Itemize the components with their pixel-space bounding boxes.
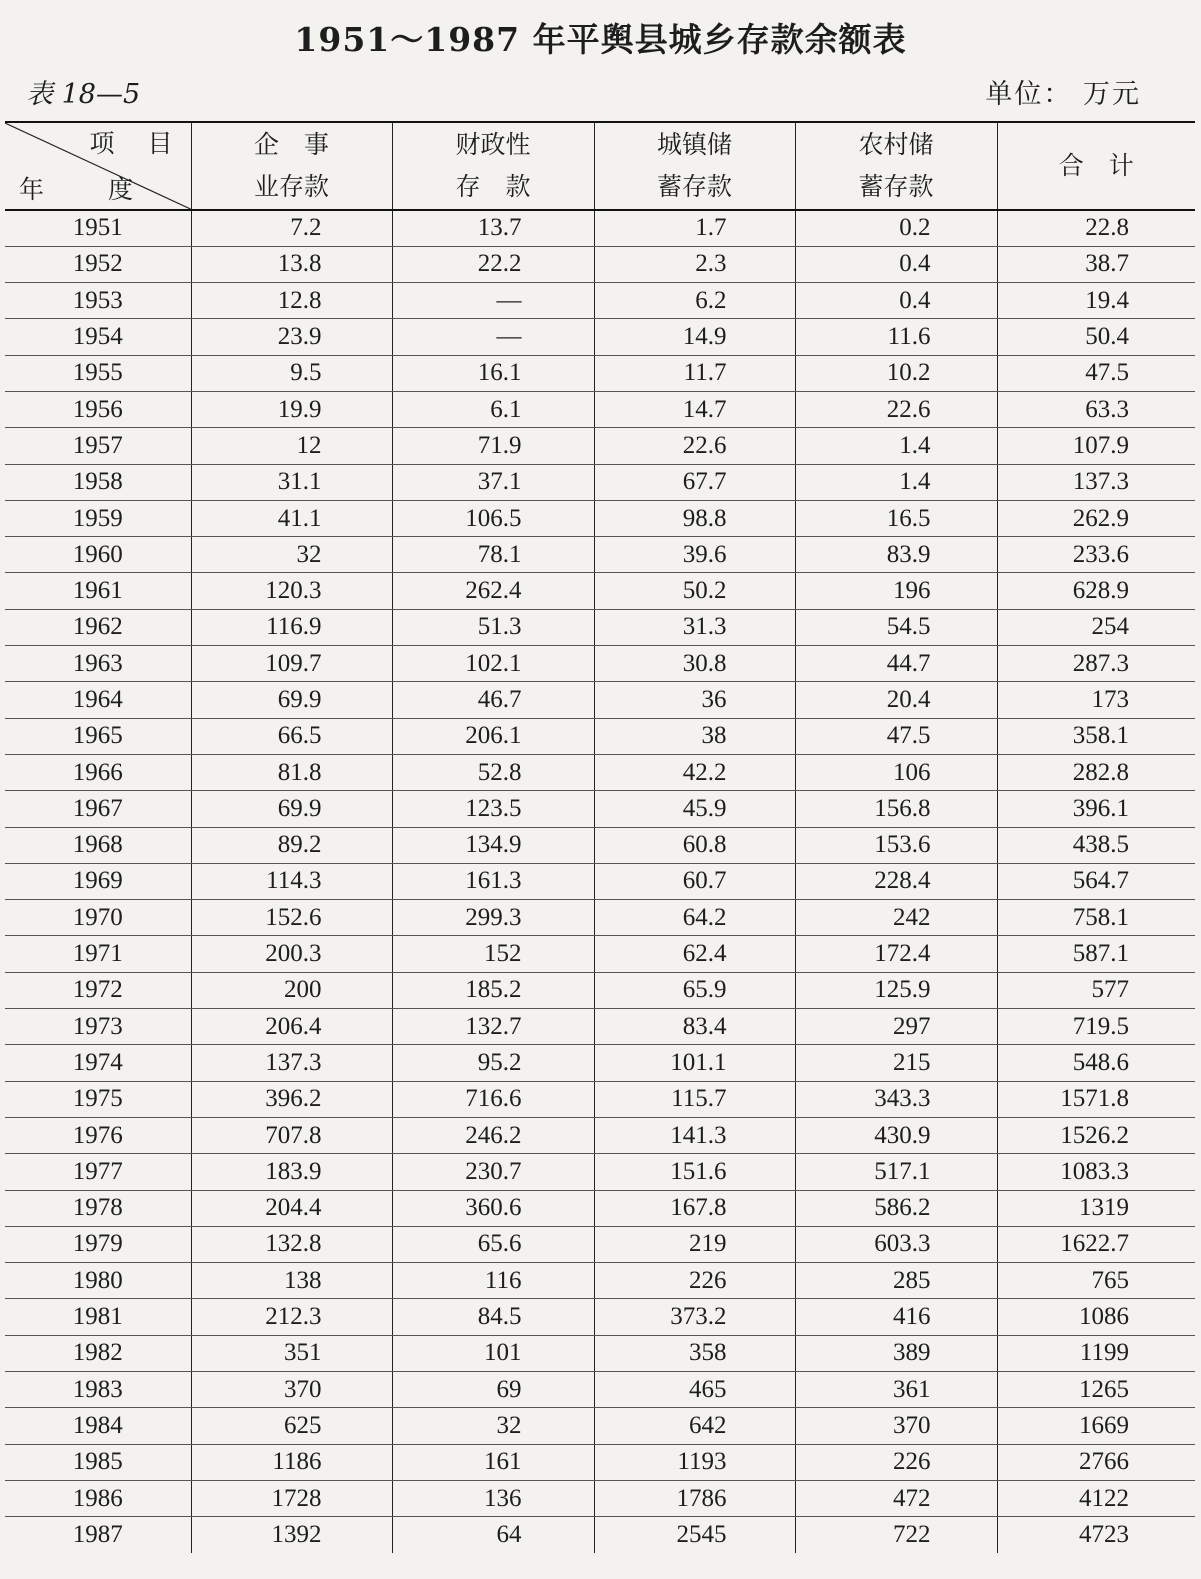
rural-savings-cell: 242 (795, 900, 997, 936)
year-cell: 1961 (5, 573, 191, 609)
table-row (5, 283, 1195, 319)
rural-savings-cell: 20.4 (795, 682, 997, 718)
fiscal-deposit-cell: 246.2 (392, 1117, 594, 1153)
enterprise-deposit-cell: 1186 (191, 1444, 392, 1480)
fiscal-deposit-cell: 71.9 (392, 428, 594, 464)
year-cell: 1976 (5, 1117, 191, 1153)
urban-savings-cell: 465 (594, 1372, 795, 1408)
table-row (5, 319, 1195, 355)
total-cell: 173 (997, 682, 1195, 718)
fiscal-deposit-cell: 37.1 (392, 464, 594, 500)
total-cell: 1571.8 (997, 1081, 1195, 1117)
table-row (5, 537, 1195, 573)
total-cell: 107.9 (997, 428, 1195, 464)
enterprise-deposit-cell: 13.8 (191, 246, 392, 282)
year-cell: 1959 (5, 500, 191, 536)
enterprise-deposit-cell: 120.3 (191, 573, 392, 609)
fiscal-deposit-cell: 6.1 (392, 391, 594, 427)
fiscal-deposit-cell: 123.5 (392, 791, 594, 827)
year-cell: 1966 (5, 754, 191, 790)
rural-savings-cell: 603.3 (795, 1226, 997, 1262)
enterprise-deposit-cell: 89.2 (191, 827, 392, 863)
urban-savings-cell: 14.9 (594, 319, 795, 355)
table-row (5, 682, 1195, 718)
total-cell: 4723 (997, 1517, 1195, 1553)
fiscal-deposit-cell: 116 (392, 1263, 594, 1299)
year-cell: 1974 (5, 1045, 191, 1081)
total-cell: 1319 (997, 1190, 1195, 1226)
enterprise-deposit-cell: 81.8 (191, 754, 392, 790)
enterprise-deposit-cell: 69.9 (191, 682, 392, 718)
urban-savings-cell: 11.7 (594, 355, 795, 391)
year-cell: 1984 (5, 1408, 191, 1444)
total-cell: 758.1 (997, 900, 1195, 936)
fiscal-deposit-cell: 22.2 (392, 246, 594, 282)
total-cell: 19.4 (997, 283, 1195, 319)
year-cell: 1978 (5, 1190, 191, 1226)
enterprise-deposit-cell: 137.3 (191, 1045, 392, 1081)
year-cell: 1953 (5, 283, 191, 319)
fiscal-deposit-cell: — (392, 319, 594, 355)
corner-item-label: 项 目 (89, 129, 177, 158)
urban-savings-cell: 219 (594, 1226, 795, 1262)
rural-savings-cell: 226 (795, 1444, 997, 1480)
urban-savings-cell: 65.9 (594, 972, 795, 1008)
year-cell: 1985 (5, 1444, 191, 1480)
header-line2: 存 款 (455, 172, 531, 201)
fiscal-deposit-cell: 84.5 (392, 1299, 594, 1335)
urban-savings-cell: 373.2 (594, 1299, 795, 1335)
table-row (5, 1480, 1195, 1516)
total-cell: 1199 (997, 1335, 1195, 1371)
header-line1: 城镇储 (656, 130, 732, 159)
urban-savings-cell: 642 (594, 1408, 795, 1444)
enterprise-deposit-cell: 109.7 (191, 646, 392, 682)
header-total (997, 122, 1195, 210)
total-cell: 438.5 (997, 827, 1195, 863)
table-row (5, 827, 1195, 863)
table-row (5, 754, 1195, 790)
table-row (5, 900, 1195, 936)
fiscal-deposit-cell: 13.7 (392, 210, 594, 246)
year-cell: 1954 (5, 319, 191, 355)
table-row (5, 1009, 1195, 1045)
rural-savings-cell: 586.2 (795, 1190, 997, 1226)
urban-savings-cell: 30.8 (594, 646, 795, 682)
rural-savings-cell: 343.3 (795, 1081, 997, 1117)
urban-savings-cell: 2.3 (594, 246, 795, 282)
fiscal-deposit-cell: 101 (392, 1335, 594, 1371)
year-cell: 1958 (5, 464, 191, 500)
fiscal-deposit-cell: 716.6 (392, 1081, 594, 1117)
rural-savings-cell: 16.5 (795, 500, 997, 536)
year-cell: 1982 (5, 1335, 191, 1371)
urban-savings-cell: 31.3 (594, 609, 795, 645)
header-enterprise-deposit (191, 122, 392, 210)
enterprise-deposit-cell: 206.4 (191, 1009, 392, 1045)
year-cell: 1972 (5, 972, 191, 1008)
header-line1: 财政性 (455, 130, 531, 159)
rural-savings-cell: 0.4 (795, 246, 997, 282)
table-row (5, 1517, 1195, 1553)
fiscal-deposit-cell: 64 (392, 1517, 594, 1553)
rural-savings-cell: 0.2 (795, 210, 997, 246)
enterprise-deposit-cell: 1392 (191, 1517, 392, 1553)
enterprise-deposit-cell: 32 (191, 537, 392, 573)
year-cell: 1955 (5, 355, 191, 391)
fiscal-deposit-cell: 161.3 (392, 863, 594, 899)
table-row (5, 609, 1195, 645)
enterprise-deposit-cell: 69.9 (191, 791, 392, 827)
table-row (5, 1444, 1195, 1480)
enterprise-deposit-cell: 19.9 (191, 391, 392, 427)
header-line2: 蓄存款 (858, 172, 934, 201)
header-line2: 业存款 (253, 172, 329, 201)
fiscal-deposit-cell: 161 (392, 1444, 594, 1480)
rural-savings-cell: 44.7 (795, 646, 997, 682)
enterprise-deposit-cell: 138 (191, 1263, 392, 1299)
fiscal-deposit-cell: 360.6 (392, 1190, 594, 1226)
table-row (5, 1372, 1195, 1408)
urban-savings-cell: 60.7 (594, 863, 795, 899)
table-row (5, 1045, 1195, 1081)
rural-savings-cell: 389 (795, 1335, 997, 1371)
total-cell: 564.7 (997, 863, 1195, 899)
enterprise-deposit-cell: 114.3 (191, 863, 392, 899)
total-cell: 587.1 (997, 936, 1195, 972)
rural-savings-cell: 196 (795, 573, 997, 609)
total-cell: 47.5 (997, 355, 1195, 391)
urban-savings-cell: 98.8 (594, 500, 795, 536)
total-cell: 548.6 (997, 1045, 1195, 1081)
table-row (5, 428, 1195, 464)
urban-savings-cell: 60.8 (594, 827, 795, 863)
enterprise-deposit-cell: 204.4 (191, 1190, 392, 1226)
rural-savings-cell: 156.8 (795, 791, 997, 827)
unit-label: 单位： 万元 (985, 79, 1141, 110)
total-cell: 577 (997, 972, 1195, 1008)
total-cell: 63.3 (997, 391, 1195, 427)
table-row (5, 500, 1195, 536)
total-cell: 1083.3 (997, 1154, 1195, 1190)
year-cell: 1983 (5, 1372, 191, 1408)
urban-savings-cell: 115.7 (594, 1081, 795, 1117)
total-cell: 262.9 (997, 500, 1195, 536)
fiscal-deposit-cell: 185.2 (392, 972, 594, 1008)
fiscal-deposit-cell: 51.3 (392, 609, 594, 645)
fiscal-deposit-cell: 69 (392, 1372, 594, 1408)
urban-savings-cell: 6.2 (594, 283, 795, 319)
rural-savings-cell: 0.4 (795, 283, 997, 319)
table-row (5, 646, 1195, 682)
year-cell: 1956 (5, 391, 191, 427)
year-cell: 1980 (5, 1263, 191, 1299)
rural-savings-cell: 83.9 (795, 537, 997, 573)
total-cell: 396.1 (997, 791, 1195, 827)
rural-savings-cell: 370 (795, 1408, 997, 1444)
urban-savings-cell: 141.3 (594, 1117, 795, 1153)
header-line2: 蓄存款 (656, 172, 732, 201)
rural-savings-cell: 517.1 (795, 1154, 997, 1190)
enterprise-deposit-cell: 116.9 (191, 609, 392, 645)
fiscal-deposit-cell: 65.6 (392, 1226, 594, 1262)
rural-savings-cell: 215 (795, 1045, 997, 1081)
table-title: 1951～1987 年平舆县城乡存款余额表 (294, 20, 907, 59)
year-cell: 1963 (5, 646, 191, 682)
fiscal-deposit-cell: 132.7 (392, 1009, 594, 1045)
rural-savings-cell: 106 (795, 754, 997, 790)
corner-year-label: 年 度 (19, 175, 161, 204)
enterprise-deposit-cell: 625 (191, 1408, 392, 1444)
year-cell: 1967 (5, 791, 191, 827)
table-row (5, 1154, 1195, 1190)
header-corner (5, 122, 191, 210)
rural-savings-cell: 228.4 (795, 863, 997, 899)
table-row (5, 718, 1195, 754)
urban-savings-cell: 151.6 (594, 1154, 795, 1190)
header-rural-savings (795, 122, 997, 210)
total-cell: 765 (997, 1263, 1195, 1299)
year-cell: 1952 (5, 246, 191, 282)
rural-savings-cell: 54.5 (795, 609, 997, 645)
enterprise-deposit-cell: 1728 (191, 1480, 392, 1516)
fiscal-deposit-cell: 78.1 (392, 537, 594, 573)
rural-savings-cell: 1.4 (795, 464, 997, 500)
enterprise-deposit-cell: 396.2 (191, 1081, 392, 1117)
year-cell: 1960 (5, 537, 191, 573)
rural-savings-cell: 1.4 (795, 428, 997, 464)
header-line1: 企 事 (253, 130, 329, 159)
table-row (5, 1299, 1195, 1335)
table-row (5, 1408, 1195, 1444)
total-cell: 1265 (997, 1372, 1195, 1408)
table-row (5, 1226, 1195, 1262)
urban-savings-cell: 45.9 (594, 791, 795, 827)
total-cell: 358.1 (997, 718, 1195, 754)
table-row (5, 464, 1195, 500)
total-cell: 1086 (997, 1299, 1195, 1335)
year-cell: 1951 (5, 210, 191, 246)
fiscal-deposit-cell: 46.7 (392, 682, 594, 718)
total-cell: 22.8 (997, 210, 1195, 246)
rural-savings-cell: 47.5 (795, 718, 997, 754)
year-cell: 1969 (5, 863, 191, 899)
fiscal-deposit-cell: 16.1 (392, 355, 594, 391)
header-row (5, 122, 1195, 210)
enterprise-deposit-cell: 23.9 (191, 319, 392, 355)
rural-savings-cell: 10.2 (795, 355, 997, 391)
total-cell: 50.4 (997, 319, 1195, 355)
rural-savings-cell: 472 (795, 1480, 997, 1516)
enterprise-deposit-cell: 152.6 (191, 900, 392, 936)
total-cell: 287.3 (997, 646, 1195, 682)
year-cell: 1957 (5, 428, 191, 464)
urban-savings-cell: 167.8 (594, 1190, 795, 1226)
urban-savings-cell: 1.7 (594, 210, 795, 246)
rural-savings-cell: 361 (795, 1372, 997, 1408)
total-cell: 233.6 (997, 537, 1195, 573)
fiscal-deposit-cell: 136 (392, 1480, 594, 1516)
urban-savings-cell: 67.7 (594, 464, 795, 500)
year-cell: 1970 (5, 900, 191, 936)
total-cell: 282.8 (997, 754, 1195, 790)
urban-savings-cell: 14.7 (594, 391, 795, 427)
total-cell: 1622.7 (997, 1226, 1195, 1262)
rural-savings-cell: 125.9 (795, 972, 997, 1008)
table-row (5, 1117, 1195, 1153)
year-cell: 1971 (5, 936, 191, 972)
total-cell: 719.5 (997, 1009, 1195, 1045)
year-cell: 1986 (5, 1480, 191, 1516)
urban-savings-cell: 226 (594, 1263, 795, 1299)
enterprise-deposit-cell: 12.8 (191, 283, 392, 319)
deposit-balance-table (5, 121, 1195, 1553)
enterprise-deposit-cell: 212.3 (191, 1299, 392, 1335)
year-cell: 1981 (5, 1299, 191, 1335)
rural-savings-cell: 722 (795, 1517, 997, 1553)
table-row (5, 1081, 1195, 1117)
table-row (5, 355, 1195, 391)
urban-savings-cell: 101.1 (594, 1045, 795, 1081)
year-cell: 1973 (5, 1009, 191, 1045)
table-row (5, 936, 1195, 972)
enterprise-deposit-cell: 351 (191, 1335, 392, 1371)
total-cell: 254 (997, 609, 1195, 645)
enterprise-deposit-cell: 41.1 (191, 500, 392, 536)
table-number: 表 18—5 (26, 79, 141, 110)
total-cell: 38.7 (997, 246, 1195, 282)
enterprise-deposit-cell: 370 (191, 1372, 392, 1408)
fiscal-deposit-cell: 230.7 (392, 1154, 594, 1190)
header-urban-savings (594, 122, 795, 210)
total-cell: 137.3 (997, 464, 1195, 500)
enterprise-deposit-cell: 707.8 (191, 1117, 392, 1153)
enterprise-deposit-cell: 183.9 (191, 1154, 392, 1190)
rural-savings-cell: 430.9 (795, 1117, 997, 1153)
enterprise-deposit-cell: 200.3 (191, 936, 392, 972)
year-cell: 1975 (5, 1081, 191, 1117)
urban-savings-cell: 2545 (594, 1517, 795, 1553)
urban-savings-cell: 62.4 (594, 936, 795, 972)
year-cell: 1977 (5, 1154, 191, 1190)
enterprise-deposit-cell: 200 (191, 972, 392, 1008)
header-line1: 合 计 (1058, 151, 1134, 180)
fiscal-deposit-cell: 106.5 (392, 500, 594, 536)
fiscal-deposit-cell: 134.9 (392, 827, 594, 863)
rural-savings-cell: 172.4 (795, 936, 997, 972)
urban-savings-cell: 42.2 (594, 754, 795, 790)
urban-savings-cell: 50.2 (594, 573, 795, 609)
urban-savings-cell: 22.6 (594, 428, 795, 464)
total-cell: 628.9 (997, 573, 1195, 609)
year-cell: 1968 (5, 827, 191, 863)
urban-savings-cell: 1786 (594, 1480, 795, 1516)
fiscal-deposit-cell: 206.1 (392, 718, 594, 754)
table-row (5, 246, 1195, 282)
table-row (5, 391, 1195, 427)
table-row (5, 863, 1195, 899)
header-fiscal-deposit (392, 122, 594, 210)
total-cell: 2766 (997, 1444, 1195, 1480)
urban-savings-cell: 64.2 (594, 900, 795, 936)
year-cell: 1987 (5, 1517, 191, 1553)
table-row (5, 1335, 1195, 1371)
fiscal-deposit-cell: 95.2 (392, 1045, 594, 1081)
fiscal-deposit-cell: 32 (392, 1408, 594, 1444)
enterprise-deposit-cell: 12 (191, 428, 392, 464)
urban-savings-cell: 83.4 (594, 1009, 795, 1045)
urban-savings-cell: 358 (594, 1335, 795, 1371)
table-row (5, 210, 1195, 246)
fiscal-deposit-cell: 102.1 (392, 646, 594, 682)
rural-savings-cell: 22.6 (795, 391, 997, 427)
urban-savings-cell: 36 (594, 682, 795, 718)
table-row (5, 791, 1195, 827)
table-row (5, 573, 1195, 609)
rural-savings-cell: 297 (795, 1009, 997, 1045)
total-cell: 1669 (997, 1408, 1195, 1444)
enterprise-deposit-cell: 9.5 (191, 355, 392, 391)
fiscal-deposit-cell: 52.8 (392, 754, 594, 790)
year-cell: 1979 (5, 1226, 191, 1262)
rural-savings-cell: 11.6 (795, 319, 997, 355)
urban-savings-cell: 38 (594, 718, 795, 754)
total-cell: 4122 (997, 1480, 1195, 1516)
enterprise-deposit-cell: 7.2 (191, 210, 392, 246)
year-cell: 1962 (5, 609, 191, 645)
fiscal-deposit-cell: 152 (392, 936, 594, 972)
table-row (5, 1190, 1195, 1226)
fiscal-deposit-cell: 299.3 (392, 900, 594, 936)
enterprise-deposit-cell: 31.1 (191, 464, 392, 500)
table-row (5, 972, 1195, 1008)
rural-savings-cell: 285 (795, 1263, 997, 1299)
year-cell: 1964 (5, 682, 191, 718)
fiscal-deposit-cell: — (392, 283, 594, 319)
enterprise-deposit-cell: 132.8 (191, 1226, 392, 1262)
enterprise-deposit-cell: 66.5 (191, 718, 392, 754)
fiscal-deposit-cell: 262.4 (392, 573, 594, 609)
rural-savings-cell: 153.6 (795, 827, 997, 863)
rural-savings-cell: 416 (795, 1299, 997, 1335)
table-row (5, 1263, 1195, 1299)
table-body (5, 210, 1195, 1553)
total-cell: 1526.2 (997, 1117, 1195, 1153)
year-cell: 1965 (5, 718, 191, 754)
urban-savings-cell: 39.6 (594, 537, 795, 573)
urban-savings-cell: 1193 (594, 1444, 795, 1480)
header-line1: 农村储 (858, 130, 934, 159)
